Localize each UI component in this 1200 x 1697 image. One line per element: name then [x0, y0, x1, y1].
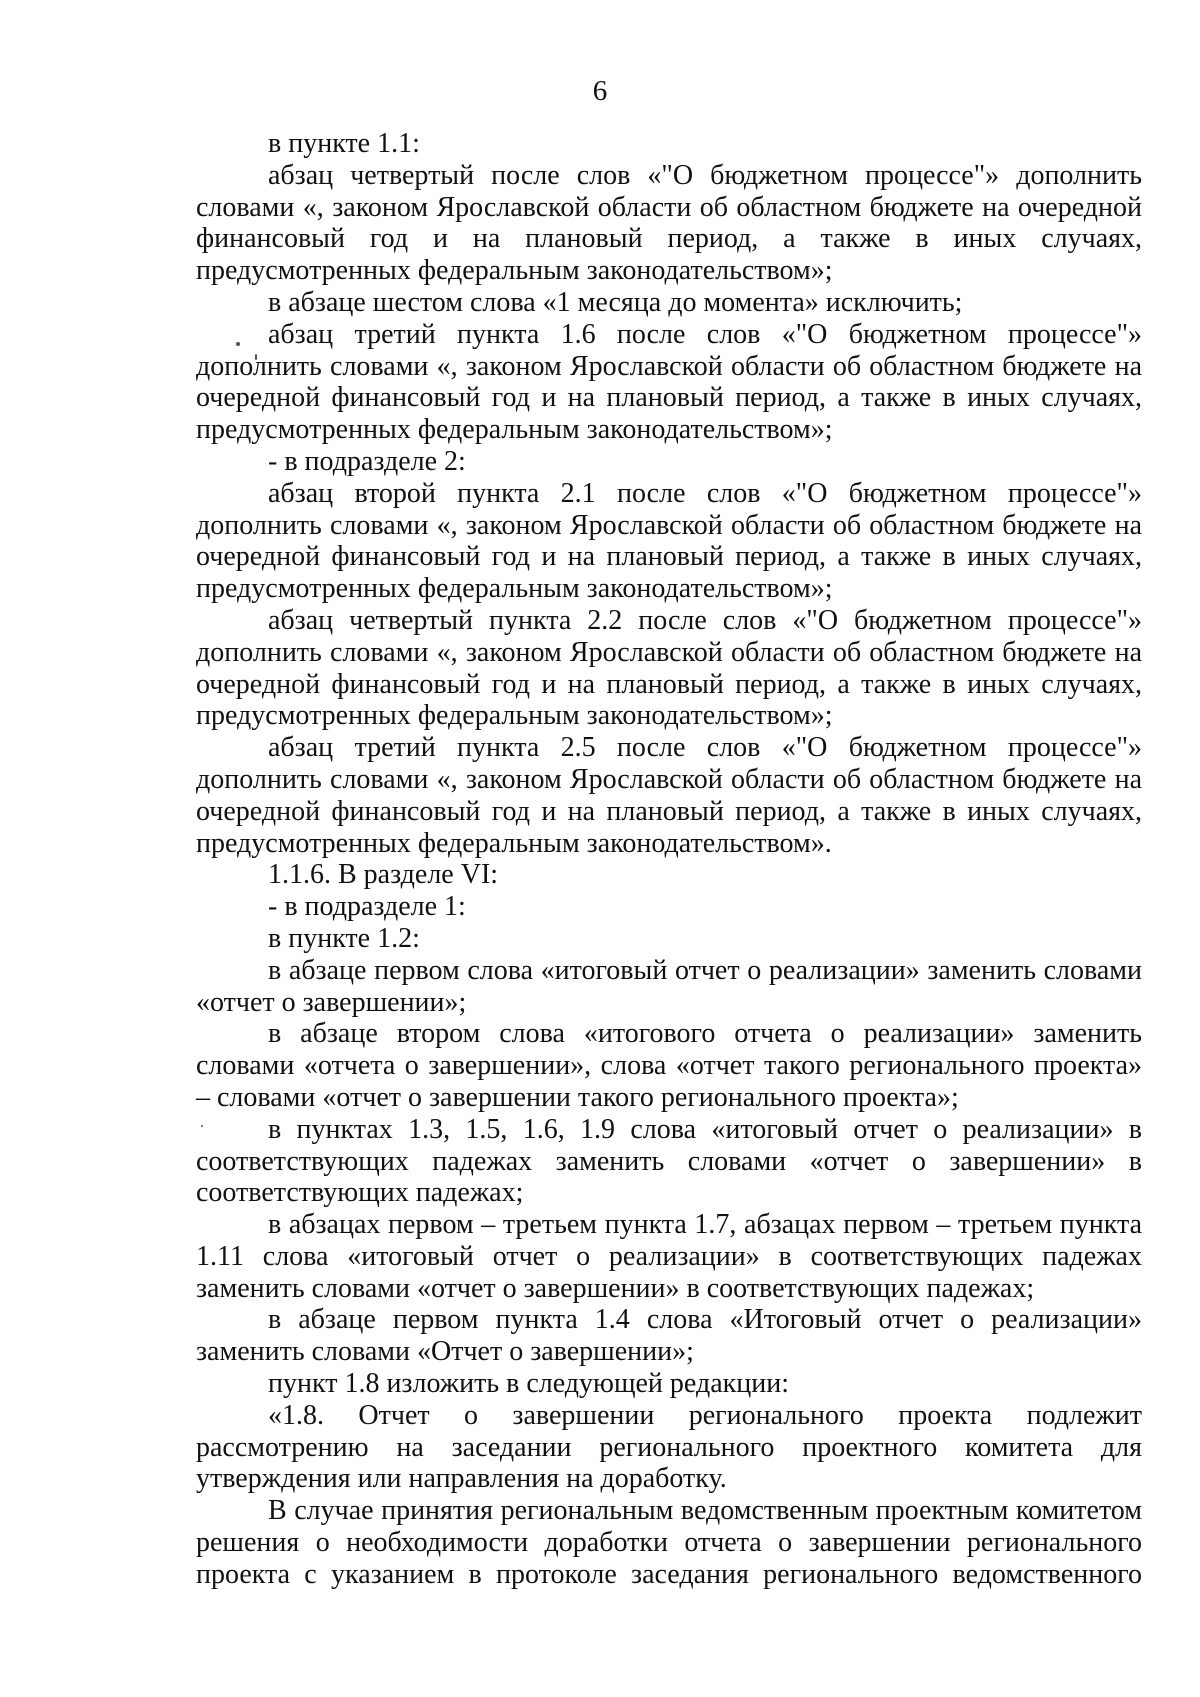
paragraph: в абзаце шестом слова «1 месяца до момента» исключить; [268, 286, 963, 318]
paragraph: - в подразделе 1: [268, 891, 466, 923]
paragraph: в пункте 1.1: [268, 128, 420, 159]
paragraph: - в подразделе 2: [268, 445, 466, 477]
paragraph: пункт 1.8 изложить в следующей редакции: [268, 1368, 789, 1400]
page-number: 6 [592, 75, 608, 107]
paragraph: в абзаце первом пункта 1.4 слова «Итоговый отчет о реализации» заменить словами «Отчет о завершении»; [196, 1304, 1142, 1368]
paragraph: в абзацах первом – третьем пункта 1.7, абзацах первом – третьем пункта 1.11 слова «итоговый отчет о реализации» в соответствующих падежах заменить словами «отчет о завершении» в соответствующих падежах; [196, 1209, 1142, 1304]
paragraph: в пункте 1.2: [268, 922, 420, 954]
paragraph: 1.1.6. В разделе VI: [268, 859, 499, 891]
paragraph: «1.8. Отчет о завершении регионального проекта подлежит рассмотрению на заседании регионального проектного комитета для утверждения или направления на доработку. [196, 1399, 1142, 1495]
paragraph: в абзаце втором слова «итогового отчета о реализации» заменить словами «отчета о завершении», слова «отчет такого регионального проекта» – словами «отчет о завершении такого регионального проекта»; [196, 1018, 1142, 1113]
paragraph: абзац четвертый пункта 2.2 после слов «"О бюджетном процессе"» дополнить словами «, законом Ярославской области об областном бюджете на очередной финансовый год и на плановый период, а также в иных случаях, предусмотренных федеральным законодательством»; [196, 604, 1142, 732]
paragraph: абзац второй пункта 2.1 после слов «"О бюджетном процессе"» дополнить словами «, законом Ярославской области об областном бюджете на очередной финансовый год и на плановый период, а также в иных случаях, предусмотренных федеральным законодательством»; [196, 477, 1142, 605]
paragraph: абзац четвертый после слов «"О бюджетном процессе"» дополнить словами «, законом Ярославской области об областном бюджете на очередной финансовый год и на плановый период, а также в иных случаях, предусмотренных федеральным законодательством»; [196, 159, 1142, 287]
paragraph: абзац третий пункта 2.5 после слов «"О бюджетном процессе"» дополнить словами «, законом Ярославской области об областном бюджете на очередной финансовый год и на плановый период, а также в иных случаях, предусмотренных федеральным законодательством». [196, 732, 1142, 859]
document-body [196, 128, 1142, 1591]
paragraph: В случае принятия региональным ведомственным проектным комитетом решения о необходимости доработки отчета о завершении регионального проекта с указанием в протоколе заседания регионального ведомственного [196, 1495, 1142, 1590]
paragraph: абзац третий пункта 1.6 после слов «"О бюджетном процессе"» дополнить словами «, законом Ярославской области об областном бюджете на очередной финансовый год и на плановый период, а также в иных случаях, предусмотренных федеральным законодательством»; [196, 318, 1142, 446]
paragraph: в пунктах 1.3, 1.5, 1.6, 1.9 слова «итоговый отчет о реализации» в соответствующих падежах заменить словами «отчет о завершении» в соответствующих падежах; [196, 1113, 1142, 1209]
paragraph: в абзаце первом слова «итоговый отчет о реализации» заменить словами «отчет о завершении»; [196, 954, 1142, 1018]
